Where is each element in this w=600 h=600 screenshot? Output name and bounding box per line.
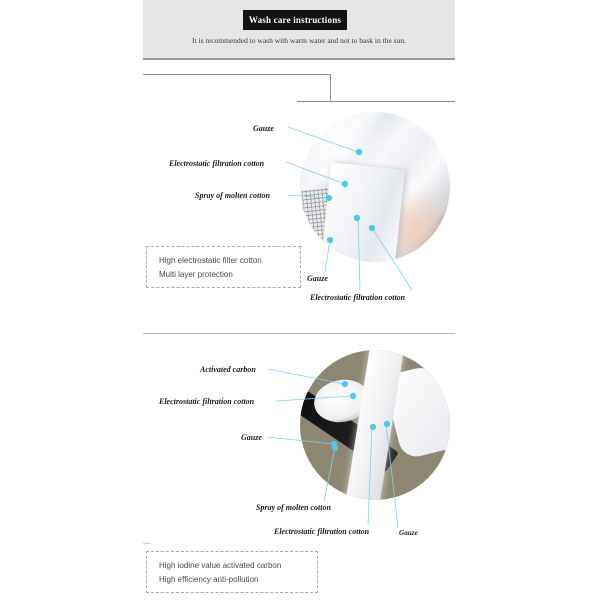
wash-care-underline <box>143 58 455 60</box>
callout-label-electrostatic-cotton-2: Electrostatic filtration cotton <box>159 397 255 406</box>
frame-line-vertical <box>330 74 331 101</box>
section-divider <box>143 333 455 334</box>
feature-box-activated-carbon <box>146 551 318 593</box>
callout-label-gauze-top: Gauze <box>253 124 274 133</box>
callout-label-gauze-bottom-2: Gauze <box>399 529 418 537</box>
wash-care-subtitle: It is recommended to wash with warm water and not to bask in the sun. <box>192 36 406 45</box>
mask-layers-photo <box>300 112 450 262</box>
wash-care-title: Wash care instructions <box>248 15 342 25</box>
wash-care-banner <box>143 0 455 58</box>
feature-item: High efficiency anti-pollution <box>159 575 259 584</box>
bottom-tick-mark <box>143 543 151 544</box>
callout-label-gauze-bottom-1: Gauze <box>307 274 328 283</box>
photo-wool-detail <box>311 375 373 426</box>
callout-label-gauze-2: Gauze <box>241 433 262 442</box>
frame-line-top <box>143 74 331 75</box>
photo-fabric-detail <box>383 362 450 460</box>
callout-label-electrostatic-cotton-1: Electrostatic filtration cotton <box>169 159 265 168</box>
wash-care-title-box <box>243 10 347 30</box>
activated-carbon-photo <box>300 350 450 500</box>
callout-label-spray-molten-cotton-1: Spray of molten cotton <box>195 191 270 200</box>
feature-box-multi-layer <box>146 246 301 288</box>
feature-item: Multi layer protection <box>159 270 233 279</box>
feature-item: High iodine value activated carbon <box>159 561 282 570</box>
callout-label-electrostatic-cotton-bottom-1: Electrostatic filtration cotton <box>310 293 406 302</box>
frame-line-bottom <box>297 101 455 102</box>
callout-label-electrostatic-cotton-bottom-2: Electrostatic filtration cotton <box>274 527 370 536</box>
callout-label-spray-molten-cotton-2: Spray of molten cotton <box>256 503 331 512</box>
feature-item: High electrostatic filter cotton <box>159 256 262 265</box>
callout-label-activated-carbon: Activated carbon <box>200 365 256 374</box>
